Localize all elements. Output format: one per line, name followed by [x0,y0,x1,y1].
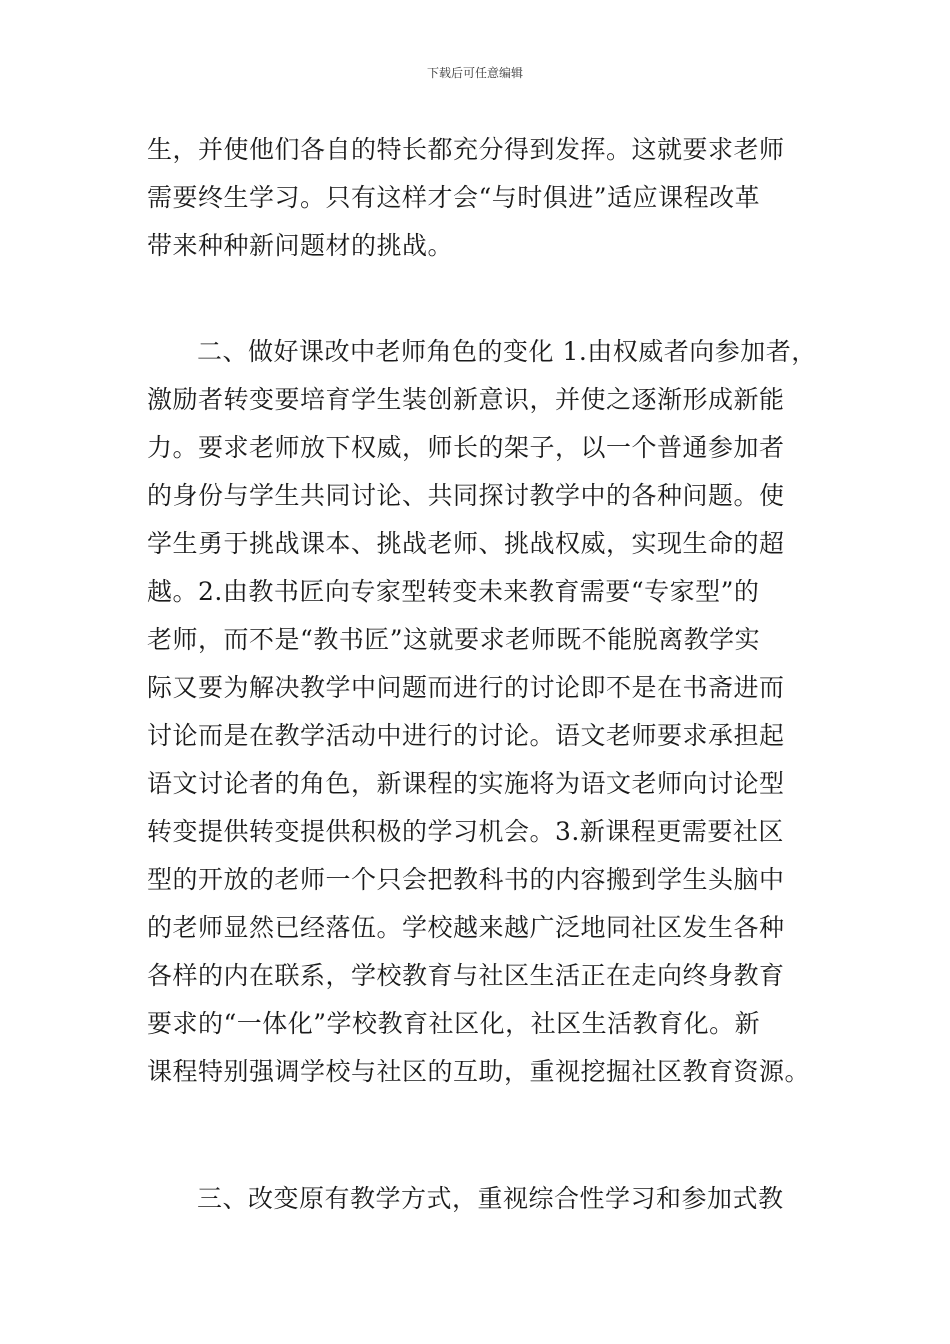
text-line: 讨论而是在教学活动中进行的讨论。语文老师要求承担起 [147,721,785,750]
text-line: 语文讨论者的角色，新课程的实施将为语文老师向讨论型 [147,769,785,798]
section-heading-line: 三、改变原有教学方式，重视综合性学习和参加式教 [197,1184,784,1213]
text-line: 激励者转变要培育学生装创新意识，并使之逐渐形成新能 [147,385,785,414]
text-line: 需要终生学习。只有这样才会“与时俱进”适应课程改革 [147,183,761,212]
paragraph-continuation [147,126,827,270]
text-line: 生，并使他们各自的特长都充分得到发挥。这就要求老师 [147,135,785,164]
text-line: 带来种种新问题材的挑战。 [147,231,454,260]
text-line: 要求的“一体化”学校教育社区化，社区生活教育化。新 [147,1009,761,1038]
text-line: 的身份与学生共同讨论、共同探讨教学中的各种问题。使 [147,481,785,510]
text-line: 各样的内在联系，学校教育与社区生活正在走向终身教育 [147,961,785,990]
text-line: 越。2.由教书匠向专家型转变未来教育需要“专家型”的 [147,577,760,606]
paragraph-section-three [147,1175,827,1223]
text-line: 学生勇于挑战课本、挑战老师、挑战权威，实现生命的超 [147,529,785,558]
text-line: 际又要为解决教学中问题而进行的讨论即不是在书斋进而 [147,673,785,702]
text-line: 转变提供转变提供积极的学习机会。3.新课程更需要社区 [147,817,784,846]
text-line: 型的开放的老师一个只会把教科书的内容搬到学生头脑中 [147,865,785,894]
text-line: 力。要求老师放下权威，师长的架子，以一个普通参加者 [147,433,785,462]
page-header: 下载后可任意编辑 [426,66,523,80]
text-line: 课程特别强调学校与社区的互助，重视挖掘社区教育资源。 [147,1057,811,1086]
text-line: 的老师显然已经落伍。学校越来越广泛地同社区发生各种 [147,913,785,942]
paragraph-section-two [147,328,827,1096]
text-line: 老师，而不是“教书匠”这就要求老师既不能脱离教学实 [147,625,761,654]
section-heading-line: 二、做好课改中老师角色的变化 1.由权威者向参加者， [197,337,817,366]
